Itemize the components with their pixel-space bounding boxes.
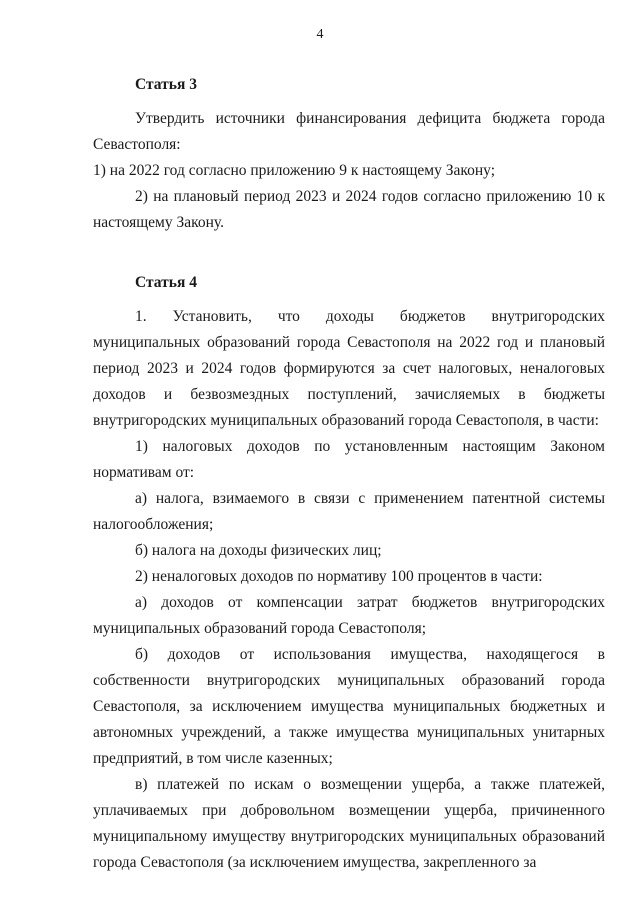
article-4-paragraph-4: б) налога на доходы физических лиц; [135,542,382,559]
article-4-paragraph-6: а) доходов от компенсации затрат бюджетов внутригородских муниципальных образований города Севастополя; [93,594,605,637]
article-3-paragraph-1: Утвердить источники финансирования дефицита бюджета города Севастополя: [93,110,605,153]
article-3-paragraph-2: 1) на 2022 год согласно приложению 9 к настоящему Закону; [93,162,496,179]
article-4-paragraph-3: а) налога, взимаемого в связи с применением патентной системы налогообложения; [93,490,605,533]
document-body [93,72,605,876]
article-4-paragraph-5: 2) неналоговых доходов по нормативу 100 процентов в части: [135,568,543,585]
article-4-heading: Статья 4 [135,274,197,291]
article-4-paragraph-7: б) доходов от использования имущества, находящегося в собственности внутригородских муниципальных образований города Севастополя, за исключением имущества муниципальных бюджетных и автономных учреждений, а также имущества муниципальных унитарных предприятий, в том числе казенных; [93,646,605,767]
article-4-paragraph-2: 1) налоговых доходов по установленным настоящим Законом нормативам от: [93,438,605,481]
page-number: 4 [316,27,324,42]
article-3-paragraph-3: 2) на плановый период 2023 и 2024 годов согласно приложению 10 к настоящему Закону. [93,188,605,231]
article-3-heading: Статья 3 [135,76,197,93]
article-4-paragraph-8: в) платежей по искам о возмещении ущерба, а также платежей, уплачиваемых при добровольном возмещении ущерба, причиненного муниципальному имуществу внутригородских муниципальных образований города Севастополя (за исключением имущества, закрепленного за [93,776,605,871]
article-4-paragraph-1: 1. Установить, что доходы бюджетов внутригородских муниципальных образований города Севастополя на 2022 год и плановый период 2023 и 2024 годов формируются за счет налоговых, неналоговых доходов и безвозмездных поступлений, зачисляемых в бюджеты внутригородских муниципальных образований города Севастополя, в части: [93,308,605,429]
